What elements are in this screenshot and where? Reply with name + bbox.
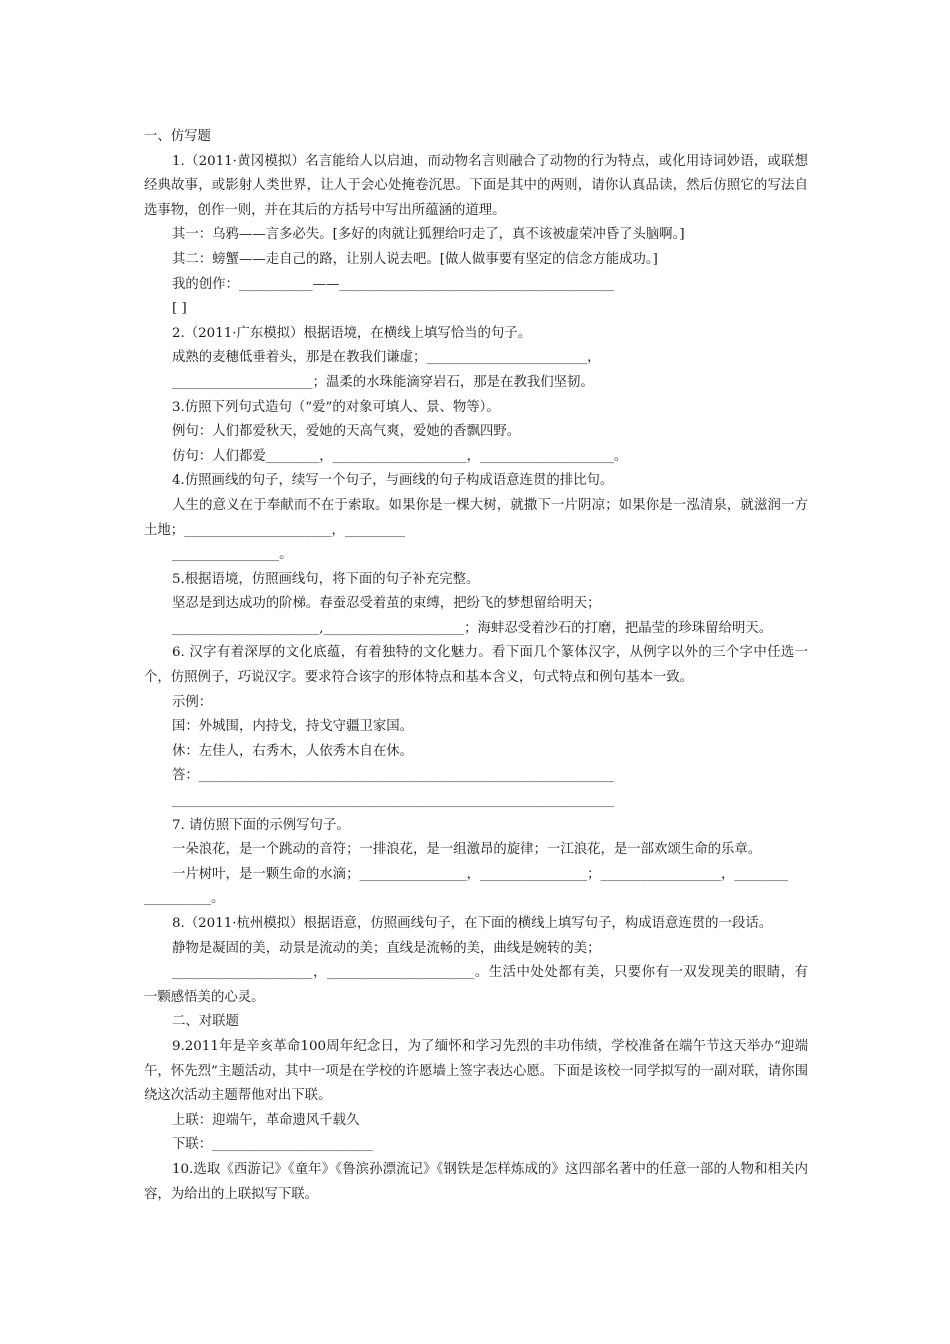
question-text: _____________________，______________________。生活中处处都有美，只要你有一双发现美的眼睛，有一颗感悟美的心灵。 (144, 965, 808, 1005)
example-text: 其二：螃蟹——走自己的路，让别人说去吧。[做人做事要有坚定的信念方能成功。] (172, 251, 658, 267)
answer-line: __________________________________________________________________ (172, 793, 614, 809)
question-text: 成熟的麦穗低垂着头，那是在教我们谦虚；________________________， (172, 350, 601, 366)
question-text: 1.（2011·黄冈模拟）名言能给人以启迪，而动物名言则融合了动物的行为特点，或化用诗词妙语，或联想经典故事，或影射人类世界，让人于会心处掩卷沉思。下面是其中的两则，请你认真品读，然后仿照它的写法自选事物，创作一则，并在其后的方括号中写出所蕴涵的道理。 (144, 153, 808, 218)
answer-line: 仿句：人们都爱________，____________________，____________________。 (172, 448, 628, 464)
section-heading: 二、对联题 (172, 1014, 239, 1030)
question-text: 5.根据语境，仿照画线句，将下面的句子补充完整。 (172, 571, 480, 587)
answer-line: __________。 (144, 891, 225, 907)
question-text: 4.仿照画线的句子，续写一个句子，与画线的句子构成语意连贯的排比句。 (172, 473, 614, 489)
question-text: 3.仿照下列句式造句（“爱”的对象可填人、景、物等）。 (172, 399, 500, 415)
question-text: 10.选取《西游记》《童年》《鲁滨孙漂流记》《钢铁是怎样炼成的》这四部名著中的任意一部的人物和相关内容，为给出的上联拟写下联。 (144, 1161, 808, 1202)
answer-line: ________________。 (172, 547, 293, 563)
question-text: 9.2011年是辛亥革命100周年纪念日，为了缅怀和学习先烈的丰功伟绩，学校准备在端午节这天举办“迎端午，怀先烈”主题活动，其中一项是在学校的许愿墙上签字表达心愿。下面是该校一同学拟写的一副对联，请你围绕这次活动主题帮他对出下联。 (144, 1038, 808, 1104)
answer-line: 我的创作：___________——_________________________________________ (172, 276, 614, 292)
example-text: 休：左佳人，右秀木，人依秀木自在休。 (172, 743, 414, 759)
couplet-line: 上联：迎端午，革命遗风千载久 (172, 1112, 360, 1128)
example-label: 示例： (172, 694, 213, 710)
question-text: ______________________,_____________________；海蚌忍受着沙石的打磨，把晶莹的珍珠留给明天。 (172, 620, 773, 636)
answer-line: 下联：________________________ (172, 1137, 373, 1153)
question-text: 6. 汉字有着深厚的文化底蕴，有着独特的文化魅力。看下面几个篆体汉字，从例字以外的三个字中任选一个，仿照例子，巧说汉字。要求符合该字的形体特点和基本含义，句式特点和例句基本一致。 (144, 645, 808, 686)
section-heading: 一、仿写题 (144, 129, 211, 144)
question-text: 坚忍是到达成功的阶梯。春蚕忍受着茧的束缚，把纷飞的梦想留给明天； (172, 596, 601, 612)
document-page (144, 125, 808, 1207)
answer-bracket: [ ] (172, 301, 187, 317)
example-text: 其一：乌鸦——言多必失。[多好的肉就让狐狸给叼走了，真不该被虚荣冲昏了头脑啊。] (172, 227, 685, 243)
question-text: 2.（2011·广东模拟）根据语境，在横线上填写恰当的句子。 (172, 325, 532, 341)
example-text: 例句：人们都爱秋天，爱她的天高气爽，爱她的香飘四野。 (172, 424, 521, 440)
answer-line: 答：______________________________________________________________ (172, 768, 614, 784)
question-text: 8.（2011·杭州模拟）根据语意，仿照画线句子，在下面的横线上填写句子，构成语意连贯的一段话。 (172, 916, 773, 931)
question-text: 人生的意义在于奉献而不在于索取。如果你是一棵大树，就撒下一片阴凉；如果你是一泓清泉，就滋润一方土地；______________________，_________ (144, 497, 808, 538)
answer-line: 一片树叶，是一颗生命的水滴；________________，________________；__________________，________ (172, 866, 788, 882)
question-text: 7. 请仿照下面的示例写句子。 (172, 817, 350, 833)
example-text: 国：外城围，内持戈，持戈守疆卫家国。 (172, 719, 414, 735)
example-text: 一朵浪花，是一个跳动的音符；一排浪花，是一组激昂的旋律；一江浪花，是一部欢颂生命的乐章。 (172, 842, 762, 858)
example-text: 静物是凝固的美，动景是流动的美；直线是流畅的美，曲线是婉转的美； (172, 940, 601, 956)
question-text: _____________________；温柔的水珠能滴穿岩石，那是在教我们坚韧。 (172, 374, 594, 390)
